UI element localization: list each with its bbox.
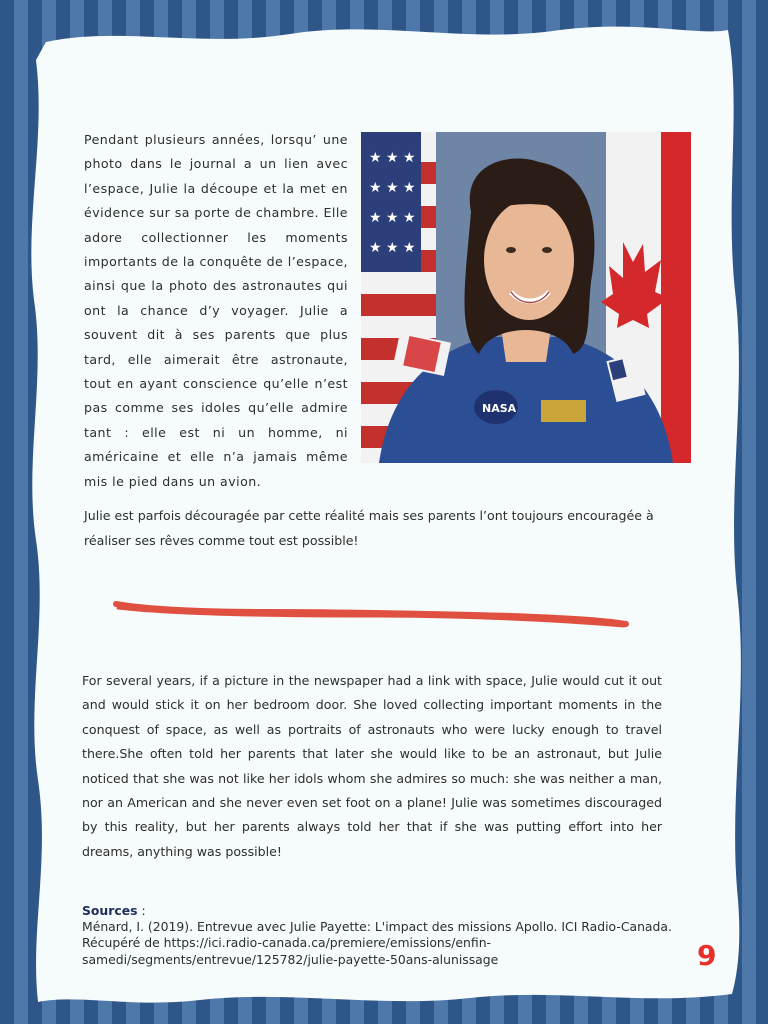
wings-badge-icon <box>541 400 586 422</box>
svg-text:★ ★ ★: ★ ★ ★ <box>369 210 416 226</box>
page-number: 9 <box>697 939 717 972</box>
divider-line <box>112 598 632 634</box>
astronaut-photo <box>361 132 691 463</box>
english-paragraph: For several years, if a picture in the newspaper had a link with space, Julie would cut it out and would stick it on her bedroom door. She loved collecting important moments in the conquest of space, as well as portraits of astronauts who were lucky enough to travel there.She often told her parents that later she would like to be an astronaut, but Julie noticed that she was not like her idols whom she admires so much: she was neither a man, nor an American and she never even set foot on a plane! Julie was sometimes discouraged by this reality, but her parents always told her that if she was putting effort into her dreams, anything was possible! <box>82 673 662 859</box>
source-citation: Ménard, I. (2019). Entrevue avec Julie Payette: L'impact des missions Apollo. ICI Radio-Canada. Récupéré de https://ici.radio-canada.ca/premiere/emissions/enfin-samedi/segments/entrevue/125782/julie-payette-50ans-alunissage <box>82 919 672 967</box>
french-paragraph-2: Julie est parfois découragée par cette réalité mais ses parents l’ont toujours encouragée à réaliser ses rêves comme tout est possible! <box>84 508 654 548</box>
french-paragraph-1: Pendant plusieurs années, lorsqu’ une photo dans le journal a un lien avec l’espace, Julie la découpe et la met en évidence sur sa porte de chambre. Elle adore collectionner les moments importants de la conquête de l’espace, ainsi que la photo des astronautes qui ont la chance d’y voyager. Julie a souvent dit à ses parents que plus tard, elle aimerait être astronaute, tout en ayant conscience qu’elle n’est pas comme ses idoles qu’elle admire tant : elle est ni un homme, ni américaine et elle n’a jamais même mis le pied dans un avion. <box>84 132 348 489</box>
svg-text:★ ★ ★: ★ ★ ★ <box>369 240 416 256</box>
svg-text:★ ★ ★: ★ ★ ★ <box>369 150 416 166</box>
sources-separator: : <box>137 903 146 918</box>
sources-section <box>82 903 682 968</box>
svg-text:★ ★ ★: ★ ★ ★ <box>369 180 416 196</box>
sources-label: Sources <box>82 903 138 918</box>
svg-text:NASA: NASA <box>482 402 517 415</box>
